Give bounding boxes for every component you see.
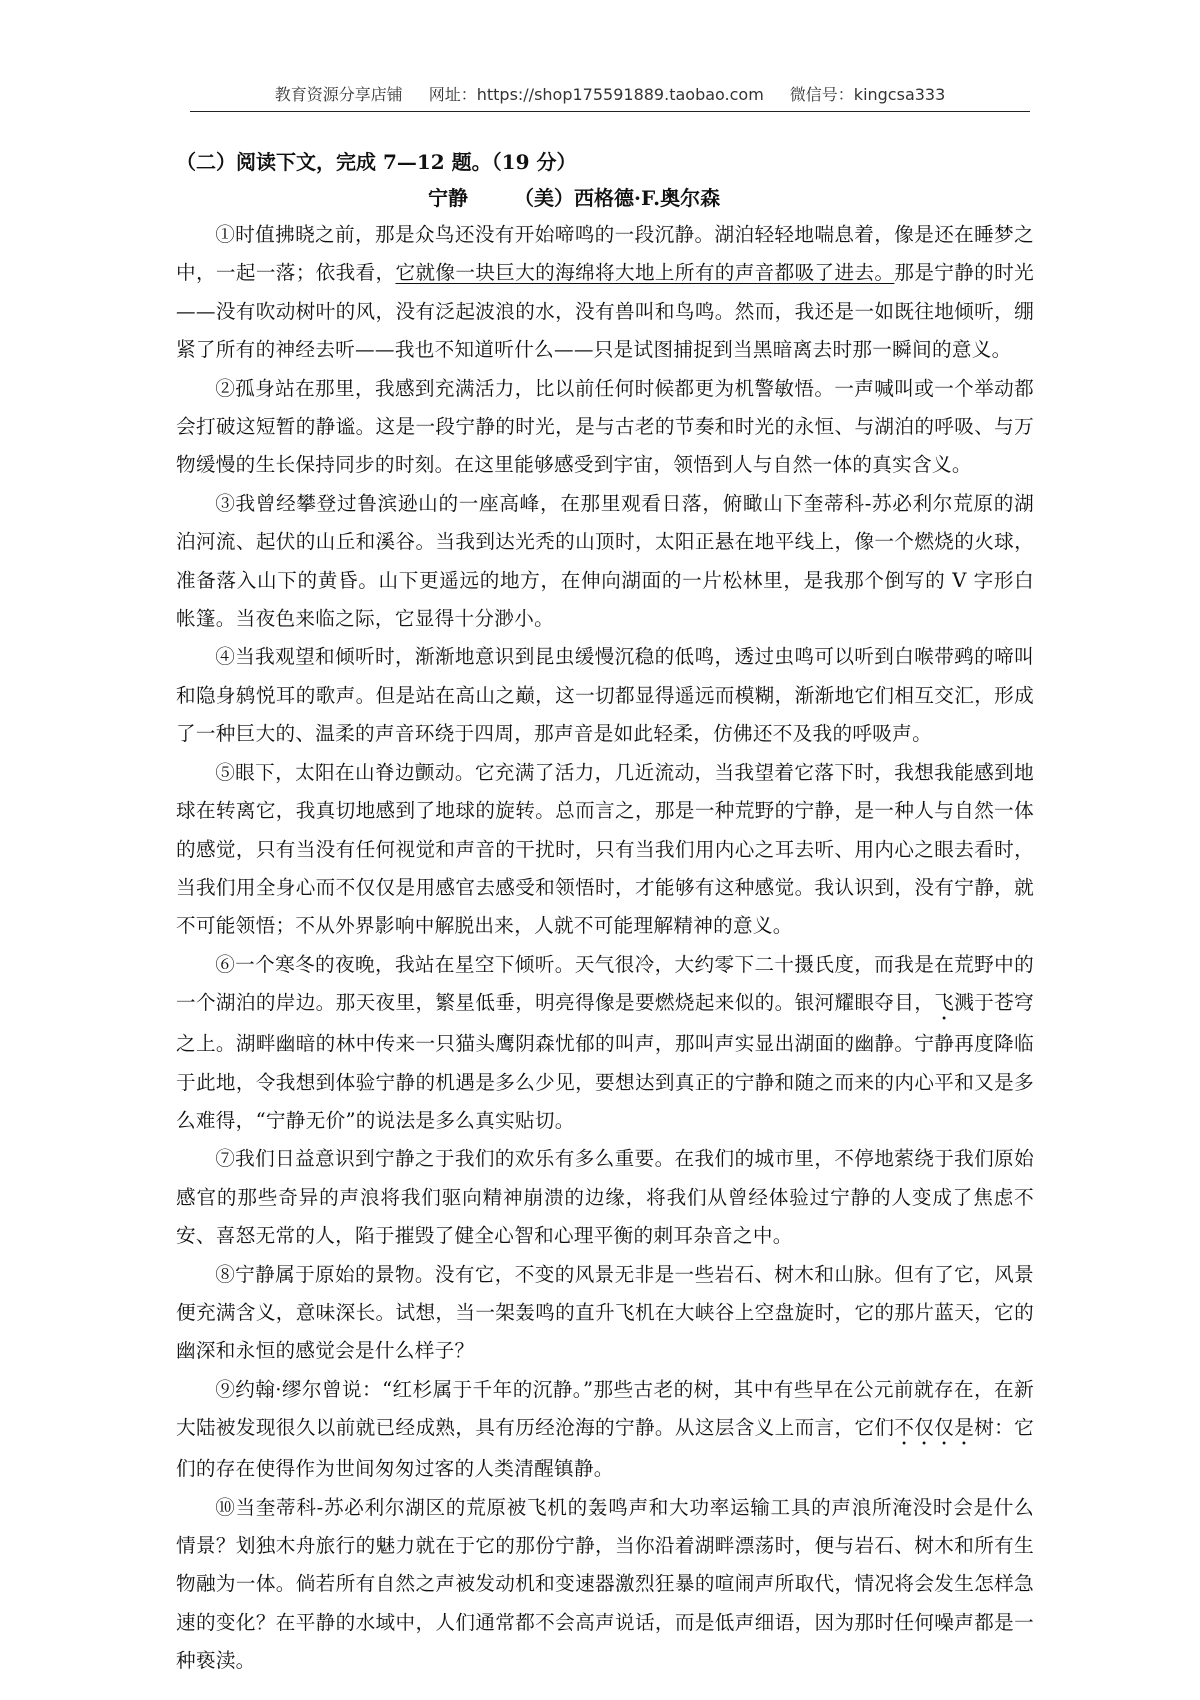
paragraph-1-part-b: 那是宁静的时光——没有吹动树叶的风，没有泛起波浪的水，没有兽叫和鸟鸣。然而，我还是一如既往地倾听，绷紧了所有的神经去听——我也不知道听什么——只是试图捕捉到当黑暗离去时那一瞬间的意义。 (176, 261, 1034, 362)
article-title-line (176, 180, 1034, 216)
dotted-phrase-bujinjinshi: 不仅仅是 (894, 1416, 975, 1440)
paragraph-6-part-b: 溅于苍穹之上。湖畔幽暗的林中传来一只猫头鹰阴森忧郁的叫声，那叫声实显出湖面的幽静。宁静再度降临于此地，令我想到体验宁静的机遇是多么少见，要想达到真正的宁静和随之而来的内心平和又是多么难得，“宁静无价”的说法是多么真实贴切。 (176, 991, 1034, 1132)
paragraph-1 (176, 216, 1034, 370)
header-shop-name: 教育资源分享店铺 (274, 85, 403, 104)
paragraph-6 (176, 946, 1034, 1141)
header-wechat: 微信号：kingcsa333 (789, 85, 946, 104)
page-header (190, 82, 1030, 112)
paragraph-8: ⑧宁静属于原始的景物。没有它，不变的风景无非是一些岩石、树木和山脉。但有了它，风景便充满含义，意味深长。试想，当一架轰鸣的直升飞机在大峡谷上空盘旋时，它的那片蓝天，它的幽深和永恒的感觉会是什么样子？ (176, 1262, 1034, 1363)
article-title: 宁静 (428, 186, 468, 210)
paragraph-7: ⑦我们日益意识到宁静之于我们的欢乐有多么重要。在我们的城市里，不停地萦绕于我们原始感官的那些奇异的声浪将我们驱向精神崩溃的边缘，将我们从曾经体验过宁静的人变成了焦虑不安、喜怒无常的人，陷于摧毁了健全心智和心理平衡的刺耳杂音之中。 (176, 1147, 1034, 1248)
paragraph-9-part-a: ⑨约翰·缪尔曾说：“红杉属于千年的沉静。”那些古老的树，其中有些早在公元前就存在，在新大陆被发现很久以前就已经成熟，具有历经沧海的宁静。从这层含义上而言，它们 (176, 1377, 1034, 1440)
paragraph-9-part-b: 树：它们的存在使得作为世间匆匆过客的人类清醒镇静。 (176, 1416, 1034, 1481)
paragraph-10: ⑩当奎蒂科-苏必利尔湖区的荒原被飞机的轰鸣声和大功率运输工具的声浪所淹没时会是什么情景？划独木舟旅行的魅力就在于它的那份宁静，当你沿着湖畔漂荡时，便与岩石、树木和所有生物融为一体。倘若所有自然之声被发动机和变速器激烈狂暴的喧闹声所取代，情况将会发生怎样急速的变化？在平静的水域中，人们通常都不会高声说话，而是低声细语，因为那时任何噪声都是一种亵渎。 (176, 1495, 1034, 1673)
underlined-sentence: 它就像一块巨大的海绵将大地上所有的声音都吸了进去。 (395, 261, 895, 285)
dotted-word-fei: 飞 (934, 991, 955, 1015)
paragraph-2: ②孤身站在那里，我感到充满活力，比以前任何时候都更为机警敏悟。一声喊叫或一个举动都会打破这短暂的静谧。这是一段宁静的时光，是与古老的节奏和时光的永恒、与湖泊的呼吸、与万物缓慢的生长保持同步的时刻。在这里能够感受到宇宙，领悟到人与自然一体的真实含义。 (176, 376, 1034, 477)
header-url: 网址：https://shop175591889.taobao.com (428, 85, 764, 104)
header-divider (190, 111, 1030, 112)
section-title: （二）阅读下文，完成 7—12 题。（19 分） (176, 150, 577, 174)
paragraph-9 (176, 1371, 1034, 1489)
paragraph-4: ④当我观望和倾听时，渐渐地意识到昆虫缓慢沉稳的低鸣，透过虫鸣可以听到白喉带鹀的啼叫和隐身鸫悦耳的歌声。但是站在高山之巅，这一切都显得遥远而模糊，渐渐地它们相互交汇，形成了一种巨大的、温柔的声音环绕于四周，那声音是如此轻柔，仿佛还不及我的呼吸声。 (176, 645, 1034, 746)
paragraph-5: ⑤眼下，太阳在山脊边颤动。它充满了活力，几近流动，当我望着它落下时，我想我能感到地球在转离它，我真切地感到了地球的旋转。总而言之，那是一种荒野的宁静，是一种人与自然一体的感觉，只有当没有任何视觉和声音的干扰时，只有当我们用内心之耳去听、用内心之眼去看时，当我们用全身心而不仅仅是用感官去感受和领悟时，才能够有这种感觉。我认识到，没有宁静，就不可能领悟；不从外界影响中解脱出来，人就不可能理解精神的意义。 (176, 760, 1034, 938)
article-author: （美）西格德·F.奥尔森 (514, 186, 721, 210)
paragraph-6-part-a: ⑥一个寒冬的夜晚，我站在星空下倾听。天气很冷，大约零下二十摄氏度，而我是在荒野中的一个湖泊的岸边。那天夜里，繁星低垂，明亮得像是要燃烧起来似的。银河耀眼夺目， (176, 952, 1034, 1015)
paragraph-3: ③我曾经攀登过鲁滨逊山的一座高峰，在那里观看日落，俯瞰山下奎蒂科-苏必利尔荒原的湖泊河流、起伏的山丘和溪谷。当我到达光秃的山顶时，太阳正悬在地平线上，像一个燃烧的火球，准备落入山下的黄昏。山下更遥远的地方，在伸向湖面的一片松林里，是我那个倒写的 V 字形白帐篷。当夜色来临之际，它显得十分渺小。 (176, 491, 1034, 631)
document-body (176, 144, 1034, 1681)
paragraph-1-part-a: ①时值拂晓之前，那是众鸟还没有开始啼鸣的一段沉静。湖泊轻轻地喘息着，像是还在睡梦之中，一起一落；依我看， (176, 223, 1034, 285)
